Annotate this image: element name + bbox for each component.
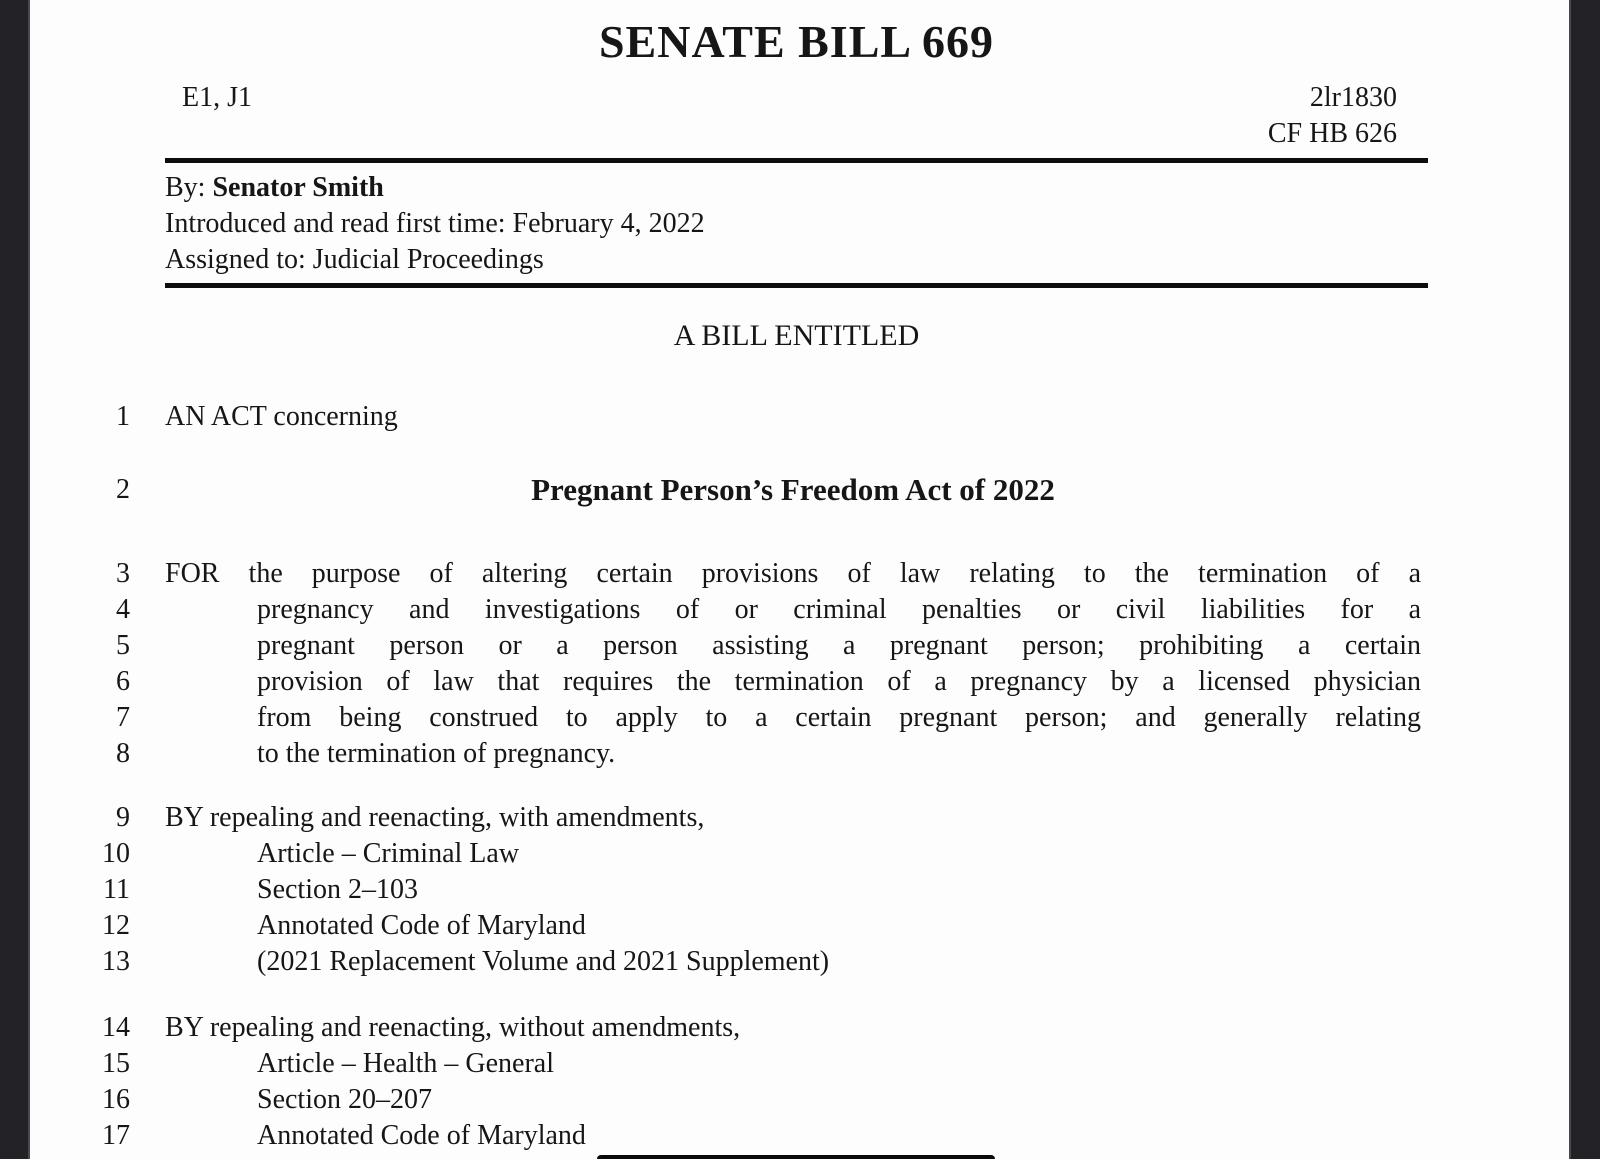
bill-document-page [30, 0, 1569, 1159]
header-ids-row [165, 80, 1428, 152]
sponsor-name: Senator Smith [212, 172, 384, 203]
line-text: Pregnant Person’s Freedom Act of 2022 [531, 472, 1055, 507]
line-number: 11 [103, 874, 130, 905]
bill-line [100, 800, 1569, 836]
line-text: FOR the purpose of altering certain provisions of law relating to the termination of a [165, 558, 1421, 589]
bill-line [100, 700, 1569, 736]
bill-line [100, 664, 1569, 700]
bill-title: SENATE BILL 669 [598, 16, 995, 67]
bill-line [100, 836, 1569, 872]
horizontal-rule-bottom [165, 283, 1428, 288]
bill-body-lines [30, 399, 1569, 1154]
line-text: Section 20–207 [257, 1084, 432, 1115]
line-number: 1 [116, 401, 130, 432]
line-number: 4 [116, 594, 130, 625]
sponsor-line [165, 170, 1428, 206]
line-number: 13 [102, 946, 130, 977]
bill-line [100, 1118, 1569, 1154]
bill-line [100, 592, 1569, 628]
letterbox-left [0, 0, 30, 1159]
letterbox-right [1569, 0, 1600, 1159]
bill-line [100, 399, 1569, 435]
line-text: Article – Criminal Law [257, 838, 520, 869]
line-number: 3 [116, 558, 130, 589]
by-label: By: [165, 172, 213, 203]
header-right-ids [1268, 80, 1428, 152]
line-text: Article – Health – General [257, 1048, 554, 1079]
bill-entitled-heading: A BILL ENTITLED [673, 319, 920, 352]
bill-line [100, 944, 1569, 980]
introduced-line: Introduced and read first time: February 4, 2022 [165, 208, 705, 239]
assigned-line: Assigned to: Judicial Proceedings [165, 244, 544, 275]
bill-line [100, 1082, 1569, 1118]
line-text: Annotated Code of Maryland [257, 910, 586, 941]
line-number: 7 [116, 702, 130, 733]
bill-line [100, 628, 1569, 664]
line-number: 2 [116, 474, 130, 505]
line-text: BY repealing and reenacting, without amendments, [165, 1012, 741, 1043]
bill-line [100, 736, 1569, 772]
line-number: 15 [102, 1048, 130, 1079]
draft-number: 2lr1830 [1309, 82, 1397, 113]
line-text: from being construed to apply to a certain pregnant person; and generally relating [257, 702, 1421, 733]
line-number: 5 [116, 630, 130, 661]
line-text: AN ACT concerning [165, 401, 398, 432]
bill-line [100, 1046, 1569, 1082]
line-text: provision of law that requires the termination of a pregnancy by a licensed physician [257, 666, 1421, 697]
line-text: Annotated Code of Maryland [257, 1120, 586, 1151]
line-text: pregnant person or a person assisting a pregnant person; prohibiting a certain [257, 630, 1421, 661]
line-text: to the termination of pregnancy. [257, 738, 616, 769]
line-number: 8 [116, 738, 130, 769]
committee-codes: E1, J1 [182, 82, 252, 113]
line-text: (2021 Replacement Volume and 2021 Supplement) [257, 946, 830, 977]
line-number: 17 [102, 1120, 130, 1151]
line-number: 10 [102, 838, 130, 869]
bill-line [100, 872, 1569, 908]
cross-file-number: CF HB 626 [1267, 118, 1397, 149]
line-number: 16 [102, 1084, 130, 1115]
line-number: 9 [116, 802, 130, 833]
line-text: BY repealing and reenacting, with amendments, [165, 802, 705, 833]
line-number: 12 [102, 910, 130, 941]
line-text: pregnancy and investigations of or criminal penalties or civil liabilities for a [257, 594, 1421, 625]
bill-line [100, 472, 1569, 508]
line-number: 6 [116, 666, 130, 697]
byline-block [165, 170, 1428, 278]
bill-line [100, 908, 1569, 944]
black-strike-line [597, 1155, 995, 1159]
line-text: Section 2–103 [257, 874, 418, 905]
line-number: 14 [102, 1012, 130, 1043]
horizontal-rule-top [165, 158, 1428, 163]
bill-line [100, 556, 1569, 592]
bill-line [100, 1010, 1569, 1046]
